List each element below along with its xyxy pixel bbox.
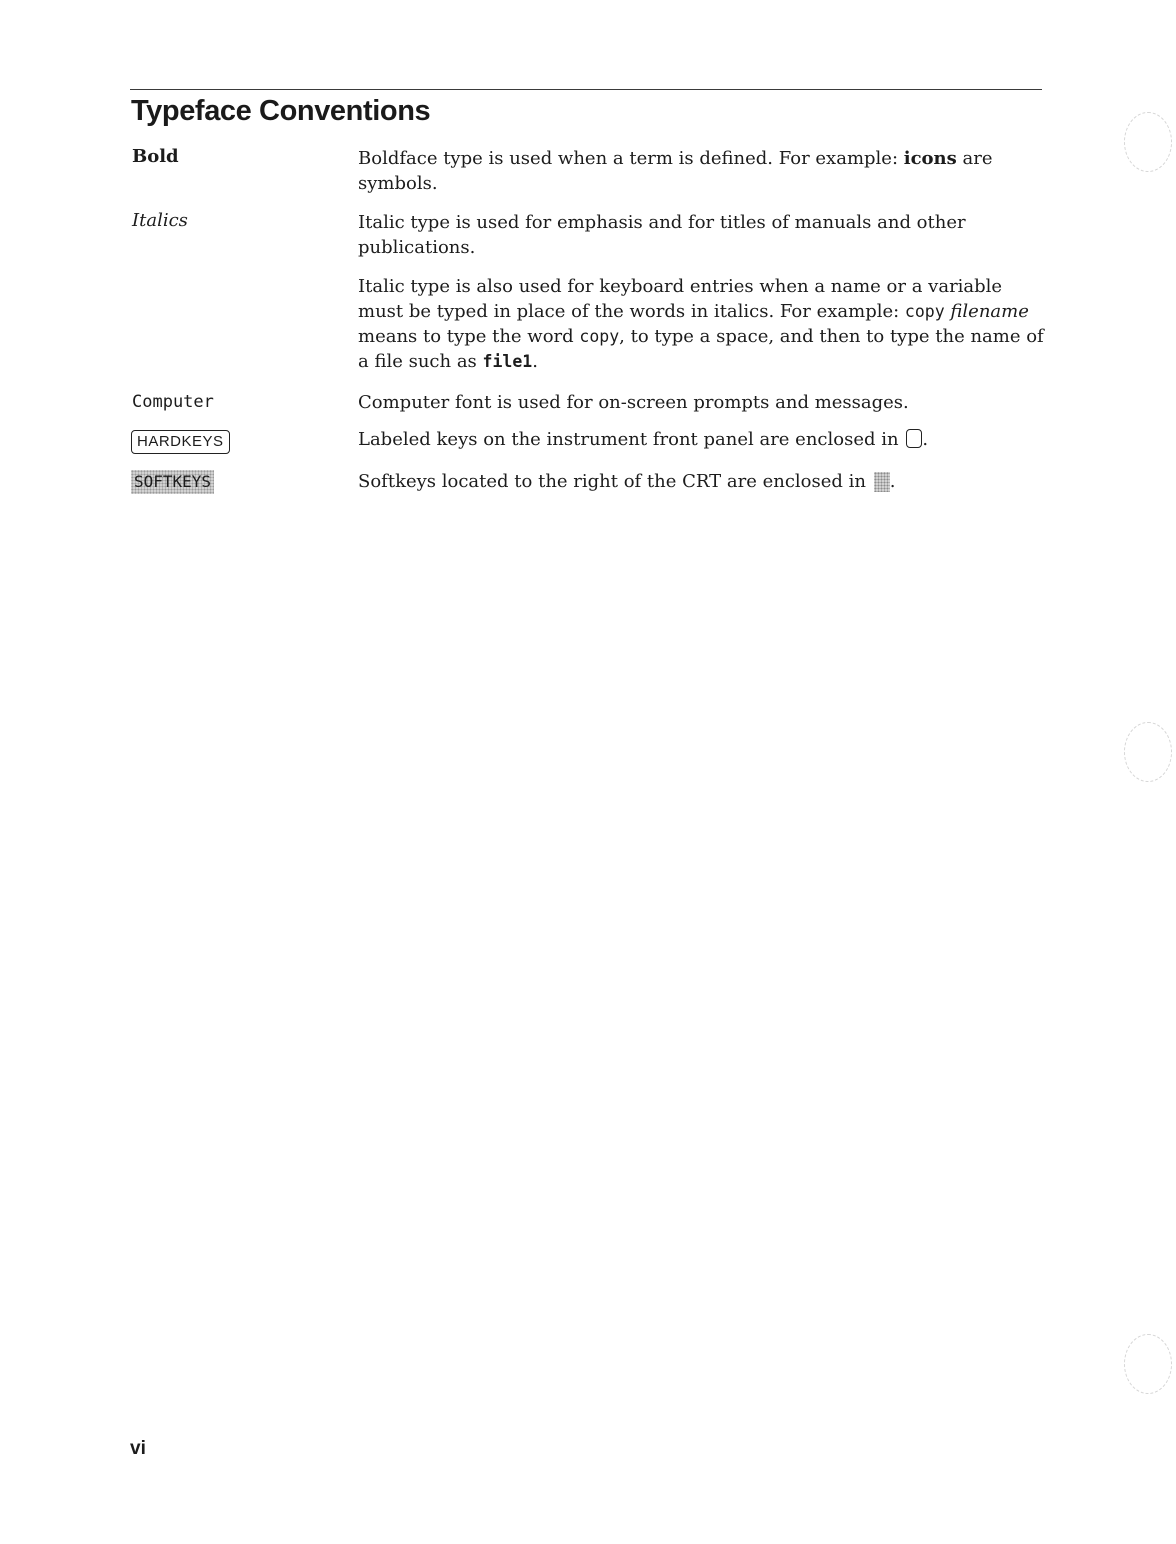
term-bold: Bold [132, 146, 179, 167]
desc-bold: Boldface type is used when a term is defined. For example: icons are symbols. [358, 148, 993, 194]
desc-italics-keyboard: Italic type is also used for keyboard entries when a name or a variable must be typed in place of the words in italics. For example: copy filename means to type the word copy, to type a space, and then to type the name of a file such as file1. [358, 276, 1044, 372]
header-rule [130, 89, 1042, 90]
softkey-box-icon [874, 472, 890, 492]
punch-hole-top [1124, 112, 1172, 172]
desc-softkeys: Softkeys located to the right of the CRT are enclosed in . [358, 471, 896, 492]
page-title: Typeface Conventions [131, 95, 431, 127]
desc-italics: Italic type is used for emphasis and for titles of manuals and other publications. [358, 212, 966, 258]
term-hardkeys: HARDKEYS [131, 430, 230, 454]
punch-hole-middle [1124, 722, 1172, 782]
term-computer: Computer [132, 392, 214, 412]
term-italics: Italics [132, 210, 188, 231]
example-copy-word: copy [579, 327, 620, 346]
term-softkeys: SOFTKEYS [131, 470, 214, 494]
example-icons: icons [903, 148, 957, 169]
example-filename: filename [950, 301, 1029, 322]
desc-hardkeys: Labeled keys on the instrument front panel are enclosed in . [358, 429, 929, 450]
example-copy: copy [904, 302, 945, 321]
example-file1: file1 [482, 352, 533, 371]
desc-computer: Computer font is used for on-screen prompts and messages. [358, 392, 909, 413]
punch-hole-bottom [1124, 1334, 1172, 1394]
hardkey-box-icon [906, 429, 922, 448]
page-number: vi [130, 1438, 146, 1459]
